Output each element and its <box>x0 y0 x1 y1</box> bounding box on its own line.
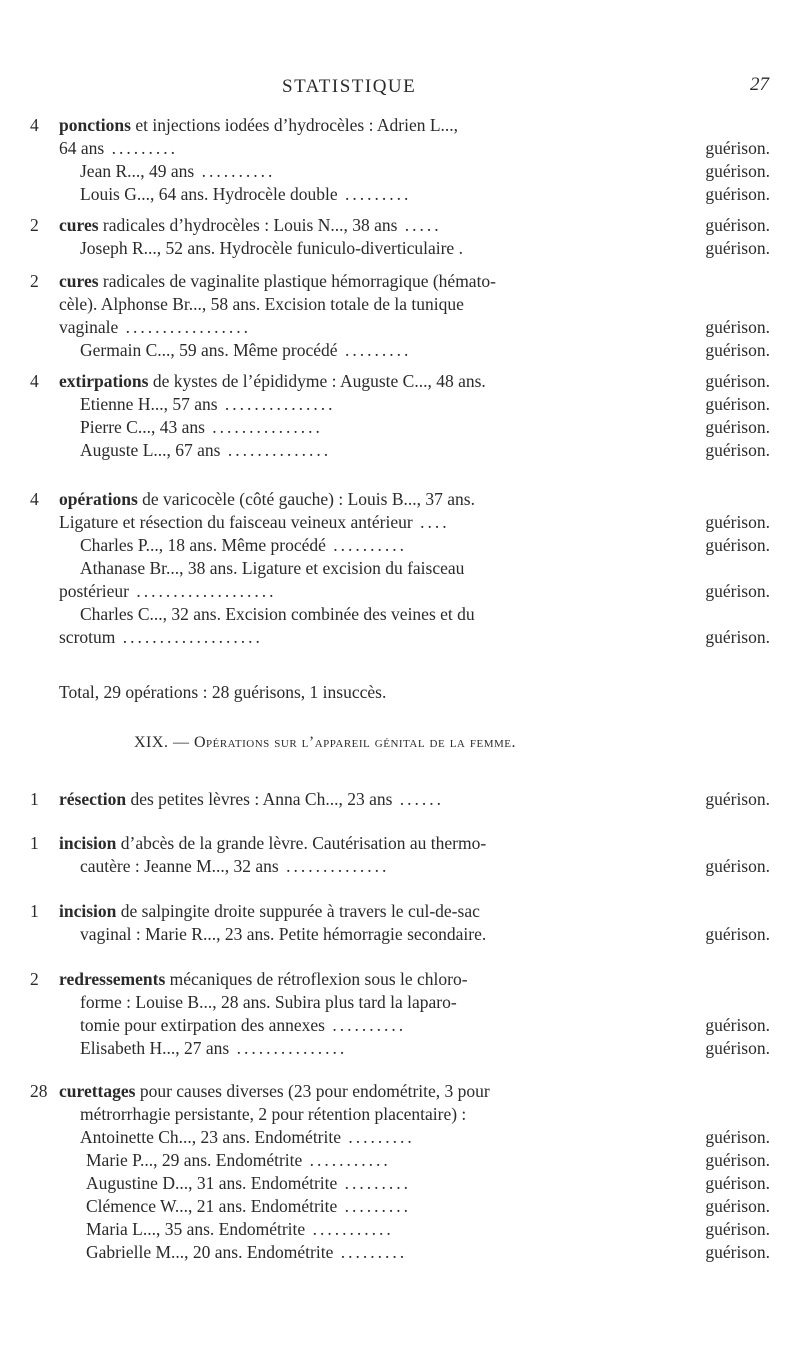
entry-lead: incision <box>59 901 117 921</box>
total-summary: Total, 29 opérations : 28 guérisons, 1 insuccès. <box>59 682 387 702</box>
result: guérison. <box>705 535 770 555</box>
entry-text: Clémence W..., 21 ans. Endométrite <box>86 1196 338 1216</box>
entry-lead: redressements <box>59 969 166 989</box>
entry-text: Charles C..., 32 ans. Excision combinée des veines et du <box>80 604 475 624</box>
entry-text: Auguste L..., 67 ans <box>80 440 221 460</box>
result: guérison. <box>705 627 770 647</box>
entry-text: Antoinette Ch..., 23 ans. Endométrite <box>80 1127 341 1147</box>
entry-text: vaginale <box>59 317 119 337</box>
entry-text: mécaniques de rétroflexion sous le chloro- <box>165 969 468 989</box>
result: guérison. <box>705 512 770 532</box>
section-title-text: Opérations sur l’appareil génital de la femme. <box>193 734 516 751</box>
entry-lead: extirpations <box>59 371 149 391</box>
entry-text: postérieur <box>59 581 129 601</box>
result: guérison. <box>705 394 770 414</box>
result: guérison. <box>705 340 770 360</box>
result: guérison. <box>705 417 770 437</box>
page-number: 27 <box>750 74 769 95</box>
entry-text: Jean R..., 49 ans <box>80 161 195 181</box>
entry-count: 1 <box>30 901 39 921</box>
entry-count: 2 <box>30 215 39 235</box>
entry-ponctions: 4 ponctions et injections iodées d’hydrocèles : Adrien L..., 64 ans ......... guérison. Jean R..., 49 ans .......... guérison. Louis G..., 64 ans. Hydrocèle double ......... guérison. <box>30 115 770 204</box>
entry-curettages: 28 curettages pour causes diverses (23 pour endométrite, 3 pour métrorrhagie persistante, 2 pour rétention placentaire) : Antoinette Ch..., 23 ans. Endométrite ......... guérison. Marie P..., 29 ans. Endométrite ........... guérison. Augustine D..., 31 ans. Endométrite ......... guérison. Clémence W..., 21 ans. Endométrite ......... guérison. Maria L..., 35 ans. Endométrite ........... guérison. Gabrielle M..., 20 ans. Endométrite ......... guérison. <box>30 1081 770 1262</box>
entry-text: scrotum <box>59 627 116 647</box>
result: guérison. <box>705 581 770 601</box>
entry-text: de varicocèle (côté gauche) : Louis B..., 37 ans. <box>137 489 475 509</box>
entry-text: cautère : Jeanne M..., 32 ans <box>80 856 279 876</box>
entry-lead: cures <box>59 271 99 291</box>
section-number: XIX. — <box>134 734 194 751</box>
running-head-title: STATISTIQUE <box>282 76 417 97</box>
entry-text: Ligature et résection du faisceau veineux antérieur <box>59 512 413 532</box>
result: guérison. <box>705 440 770 460</box>
entry-resection: 1 résection des petites lèvres : Anna Ch..., 23 ans ...... guérison. <box>30 789 770 809</box>
entry-lead: résection <box>59 789 127 809</box>
entry-text: Maria L..., 35 ans. Endométrite <box>86 1219 306 1239</box>
entry-text: tomie pour extirpation des annexes <box>80 1015 325 1035</box>
result: guérison. <box>705 161 770 181</box>
entry-text: radicales d’hydrocèles : Louis N..., 38 ans <box>98 215 398 235</box>
entry-text: d’abcès de la grande lèvre. Cautérisation au thermo- <box>116 833 487 853</box>
entry-count: 28 <box>30 1081 48 1101</box>
entry-text: forme : Louise B..., 28 ans. Subira plus tard la laparo- <box>80 992 457 1012</box>
result: guérison. <box>705 856 770 876</box>
entry-lead: ponctions <box>59 115 131 135</box>
result: guérison. <box>705 789 770 809</box>
entry-text: et injections iodées d’hydrocèles : Adrien L..., <box>130 115 459 135</box>
entry-count: 2 <box>30 271 39 291</box>
result: guérison. <box>705 924 770 944</box>
entry-text: 64 ans <box>59 138 105 158</box>
entry-lead: incision <box>59 833 117 853</box>
entry-text: radicales de vaginalite plastique hémorragique (hémato- <box>98 271 497 291</box>
entry-lead: cures <box>59 215 99 235</box>
entry-varicocele: 4 opérations de varicocèle (côté gauche) : Louis B..., 37 ans. Ligature et résection du faisceau veineux antérieur .... guérison. Charles P..., 18 ans. Même procédé .......... guérison. Athanase Br..., 38 ans. Ligature et excision du faisceau postérieur ................... guérison. Charles C..., 32 ans. Excision combinée des veines et du scrotum ................... guérison. <box>30 489 770 647</box>
entry-text: de kystes de l’épididyme : Auguste C..., 48 ans. <box>148 371 486 391</box>
entry-text: Marie P..., 29 ans. Endométrite <box>86 1150 303 1170</box>
result: guérison. <box>705 1127 770 1147</box>
entry-text: cèle). Alphonse Br..., 58 ans. Excision totale de la tunique <box>59 294 464 314</box>
section-heading <box>134 734 516 752</box>
entry-incision-salpingite <box>30 900 770 946</box>
result: guérison. <box>705 138 770 158</box>
result: guérison. <box>705 1219 770 1239</box>
result: guérison. <box>705 215 770 235</box>
entry-cures-hydroceles: 2 cures radicales d’hydrocèles : Louis N..., 38 ans ..... guérison. Joseph R..., 52 ans. Hydrocèle funiculo-diverticulaire . guérison. <box>30 215 770 258</box>
entry-text: Charles P..., 18 ans. Même procédé <box>80 535 326 555</box>
entry-redressements: 2 redressements mécaniques de rétroflexion sous le chloro- forme : Louise B..., 28 ans. Subira plus tard la laparo- tomie pour extirpation des annexes .......... guérison. Elisabeth H..., 27 ans ............... guérison. <box>30 969 770 1058</box>
entry-text: pour causes diverses (23 pour endométrite, 3 pour <box>135 1081 490 1101</box>
entry-text: métrorrhagie persistante, 2 pour rétention placentaire) : <box>80 1104 467 1124</box>
entry-cures-vaginalite: 2 cures radicales de vaginalite plastique hémorragique (hémato- cèle). Alphonse Br..., 58 ans. Excision totale de la tunique vaginale ................. guérison. Germain C..., 59 ans. Même procédé ......... guérison. <box>30 271 770 360</box>
result: guérison. <box>705 1196 770 1216</box>
entry-text: Elisabeth H..., 27 ans <box>80 1038 230 1058</box>
entry-count: 4 <box>30 489 39 509</box>
entry-count: 4 <box>30 115 39 135</box>
entry-text: Louis G..., 64 ans. Hydrocèle double <box>80 184 338 204</box>
entry-text: Pierre C..., 43 ans <box>80 417 205 437</box>
result: guérison. <box>705 371 770 391</box>
entry-text: Germain C..., 59 ans. Même procédé <box>80 340 338 360</box>
entry-count: 1 <box>30 789 39 809</box>
result: guérison. <box>705 1038 770 1058</box>
result: guérison. <box>705 238 770 258</box>
entry-count: 2 <box>30 969 39 989</box>
entry-text: Athanase Br..., 38 ans. Ligature et excision du faisceau <box>80 558 465 578</box>
result: guérison. <box>705 1015 770 1035</box>
entry-text: Gabrielle M..., 20 ans. Endométrite <box>86 1242 334 1262</box>
result: guérison. <box>705 1173 770 1193</box>
result: guérison. <box>705 1242 770 1262</box>
result: guérison. <box>705 317 770 337</box>
entry-count: 4 <box>30 371 39 391</box>
entry-text: vaginal : Marie R..., 23 ans. Petite hémorragie secondaire. <box>80 924 487 944</box>
entry-text: Etienne H..., 57 ans <box>80 394 218 414</box>
entry-incision-abces: 1 incision d’abcès de la grande lèvre. Cautérisation au thermo- cautère : Jeanne M..., 32 ans .............. guérison. <box>30 833 770 876</box>
entry-text: Joseph R..., 52 ans. Hydrocèle funiculo-diverticulaire <box>80 238 455 258</box>
entry-text: de salpingite droite suppurée à travers le cul-de-sac <box>116 901 480 921</box>
entry-extirpations: 4 extirpations de kystes de l’épididyme : Auguste C..., 48 ans. guérison. Etienne H..., 57 ans ............... guérison. Pierre C..., 43 ans ............... guérison. Auguste L..., 67 ans .............. guérison. <box>30 371 770 460</box>
entry-lead: opérations <box>59 489 138 509</box>
result: guérison. <box>705 1150 770 1170</box>
result: guérison. <box>705 184 770 204</box>
entry-count: 1 <box>30 833 39 853</box>
running-head <box>0 76 801 102</box>
entry-lead: curettages <box>59 1081 136 1101</box>
entry-text: Augustine D..., 31 ans. Endométrite <box>86 1173 338 1193</box>
entry-text: des petites lèvres : Anna Ch..., 23 ans <box>126 789 393 809</box>
